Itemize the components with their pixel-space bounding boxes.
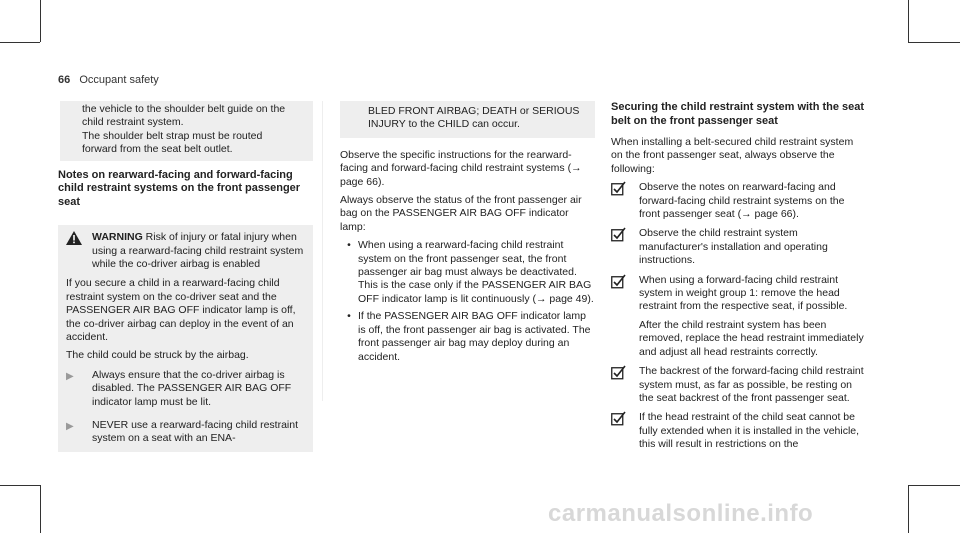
checkbox-icon [611,411,639,451]
crop-mark [908,0,909,42]
crop-mark [0,485,40,486]
warning-box [58,225,313,452]
bullet-icon: • [347,310,351,323]
action-text: Always ensure that the co-driver airbag is disabled. The PASSENGER AIR BAG OFF indicator lamp must be lit. [92,368,292,408]
column-1 [58,101,313,452]
crop-mark [908,485,909,533]
paragraph: When installing a belt-secured child restraint system on the front passenger seat, always observe the following: [611,136,854,175]
warning-continued [340,101,595,138]
bullet-icon: • [347,239,351,252]
crop-mark [908,485,960,486]
checkbox-icon [611,365,639,405]
action-text: NEVER use a rearward-facing child restraint system on a seat with an ENA- [92,419,299,445]
check-item [611,411,866,451]
check-text: When using a forward-facing child restraint system in weight group 1: remove the head restraint from the respective seat, if possible. [639,273,848,313]
checkbox-icon [611,181,639,221]
crop-mark [0,42,40,43]
check-item [611,181,866,221]
column-3 [611,101,866,458]
check-item [611,227,866,267]
section-heading: Securing the child restraint system with the seat belt on the front passenger seat [611,101,865,127]
action-arrow-icon: ▶ [66,370,74,382]
warning-paragraph: If you secure a child in a rearward-facing child restraint system on the co-driver seat and the PASSENGER AIR BAG OFF indicator lamp is off, the co-driver airbag can deploy in the event of an accident. [66,277,296,343]
warning-label: WARNING [92,231,143,244]
warning-header [66,231,305,271]
check-text: Observe the child restraint system manufacturer's installation and operating instructions. [639,227,828,267]
continued-block [60,101,313,161]
text-line: child restraint system. [82,116,184,129]
check-item [611,274,866,359]
section-heading: Notes on rearward-facing and forward-facing child restraint systems on the front passenger seat [58,168,301,208]
warning-triangle-icon [66,231,92,271]
crop-mark [40,485,41,533]
paragraph: Observe the specific instructions for the rearward-facing and forward-facing child restraint systems (→ page 66). [340,148,582,188]
action-arrow-icon: ▶ [66,421,74,432]
watermark: carmanualsonline.info [548,500,814,527]
bullet-text: If the PASSENGER AIR BAG OFF indicator lamp is off, the front passenger air bag is activated. The front passenger air bag may deploy during an accident. [358,310,591,363]
check-text: Observe the notes on rearward-facing and forward-facing child restraint systems on the front passenger seat (→ page 66). [639,181,845,221]
bullet-text: When using a rearward-facing child restraint system on the front passenger seat, the front passenger air bag must always be deactivated. This is the case only if the PASSENGER AIR BAG OFF indicator lamp is lit continuously (→ page 49). [358,239,594,305]
page-number: 66 [58,74,71,86]
crop-mark [40,0,41,42]
warning-lead [92,231,305,271]
check-followup: After the child restraint system has been removed, replace the head restraint immediately and adjust all head restraints correctly. [639,318,864,358]
column-divider [322,101,323,401]
crop-mark [908,42,960,43]
warning-paragraph: The child could be struck by the airbag. [66,349,249,362]
check-content [639,274,866,359]
check-item [611,365,866,405]
bullet-item [340,239,595,306]
check-text: The backrest of the forward-facing child restraint system must, as far as possible, be resting on the seat backrest of the front passenger seat. [639,365,864,404]
bullet-item [340,310,595,364]
page-header [58,74,159,86]
warning-continued-text: BLED FRONT AIRBAG; DEATH or SERIOUS INJURY to the CHILD can occur. [368,105,580,131]
check-text: If the head restraint of the child seat cannot be fully extended when it is installed in the vehicle, this will result in restrictions on the [639,411,860,451]
warning-lead-text: Risk of injury or fatal injury when using a rearward-facing child restraint system while the co-driver airbag is enabled [92,231,304,270]
text-line: the vehicle to the shoulder belt guide on the [82,103,286,115]
warning-body [66,277,305,445]
checkbox-icon [611,227,639,267]
section-title: Occupant safety [79,74,159,86]
warning-action-item [66,419,305,446]
text-line: The shoulder belt strap must be routed [82,129,263,142]
paragraph: Always observe the status of the front passenger air bag on the PASSENGER AIR BAG OFF indicator lamp: [340,194,582,233]
warning-action-item [66,369,305,409]
checkbox-icon [611,274,639,359]
column-2 [340,101,595,368]
text-line: forward from the seat belt outlet. [82,143,233,156]
